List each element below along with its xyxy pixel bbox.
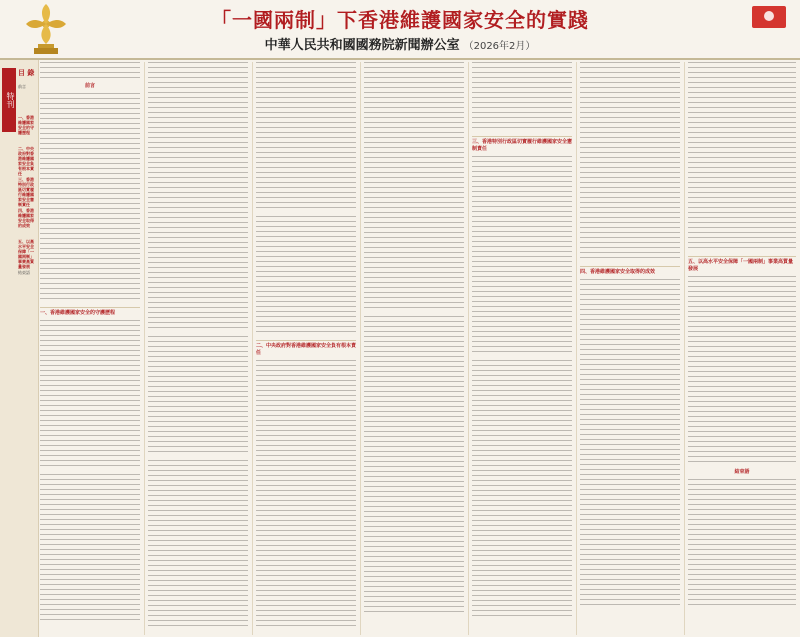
text-block (40, 93, 140, 303)
text-block (688, 62, 796, 252)
column-divider (360, 62, 361, 635)
text-block (40, 320, 140, 470)
article-column-6 (580, 62, 680, 635)
text-block (40, 62, 140, 80)
page-title: 「一國兩制」下香港維護國家安全的實踐 (211, 8, 589, 32)
section-heading-preface: 前言 (84, 83, 95, 89)
table-of-contents (0, 60, 39, 637)
section-heading-1: 一、香港維護國家安全的守護歷程 (40, 307, 140, 317)
text-block (364, 62, 464, 312)
issuer-name: 中華人民共和國國務院新聞辦公室 (264, 38, 460, 53)
column-divider (684, 62, 685, 635)
text-block (40, 474, 140, 624)
text-block (148, 62, 248, 332)
article-column-7 (688, 62, 796, 635)
text-block (364, 316, 464, 616)
text-block (256, 216, 356, 336)
text-block (256, 62, 356, 212)
bauhinia-emblem-icon (24, 4, 68, 56)
article-column-2 (148, 62, 248, 635)
column-divider (144, 62, 145, 635)
publish-date: （2026年2月） (463, 41, 536, 52)
flag-icon (752, 6, 786, 28)
section-heading-2: 二、中央政府對香港維護國家安全負有根本責任 (256, 340, 356, 357)
toc-item[interactable]: 四、香港維護國家安全取得的成效 (18, 208, 34, 228)
text-block (580, 62, 680, 262)
toc-heading: 目 錄 (18, 69, 35, 77)
article-column-1 (40, 62, 140, 635)
text-block (472, 156, 572, 356)
section-heading-end: 結束語 (734, 469, 750, 475)
toc-item[interactable]: 二、中央政府對香港維護國家安全負有根本責任 (18, 146, 34, 176)
toc-item[interactable]: 一、香港維護國家安全的守護歷程 (18, 115, 34, 135)
article-column-5 (472, 62, 572, 635)
column-divider (252, 62, 253, 635)
text-block (472, 360, 572, 620)
text-block (688, 479, 796, 609)
article-column-4 (364, 62, 464, 635)
masthead-rule (0, 58, 800, 60)
text-block (580, 279, 680, 609)
toc-list (18, 84, 36, 301)
section-heading-5: 五、以高水平安全保障「一國兩制」事業高質量發展 (688, 256, 796, 273)
text-block (688, 276, 796, 466)
toc-item[interactable]: 五、以高水平安全保障「一國兩制」事業高質量發展 (18, 239, 34, 269)
text-block (256, 360, 356, 630)
text-block (148, 336, 248, 456)
masthead (0, 0, 800, 60)
section-heading-4: 四、香港維護國家安全取得的成效 (580, 266, 680, 276)
toc-item[interactable]: 前言 (18, 84, 26, 89)
column-divider (468, 62, 469, 635)
column-divider (576, 62, 577, 635)
section-heading-3: 三、香港特別行政區切實履行維護國家安全憲制責任 (472, 136, 572, 153)
toc-item[interactable]: 結束語 (18, 270, 30, 275)
page-subtitle (150, 34, 650, 53)
article-column-3 (256, 62, 356, 635)
toc-item[interactable]: 三、香港特別行政區切實履行維護國家安全憲制責任 (18, 177, 34, 207)
special-issue-tag: 特刊 (2, 68, 16, 132)
article-body (40, 62, 798, 635)
text-block (148, 460, 248, 630)
text-block (472, 62, 572, 132)
